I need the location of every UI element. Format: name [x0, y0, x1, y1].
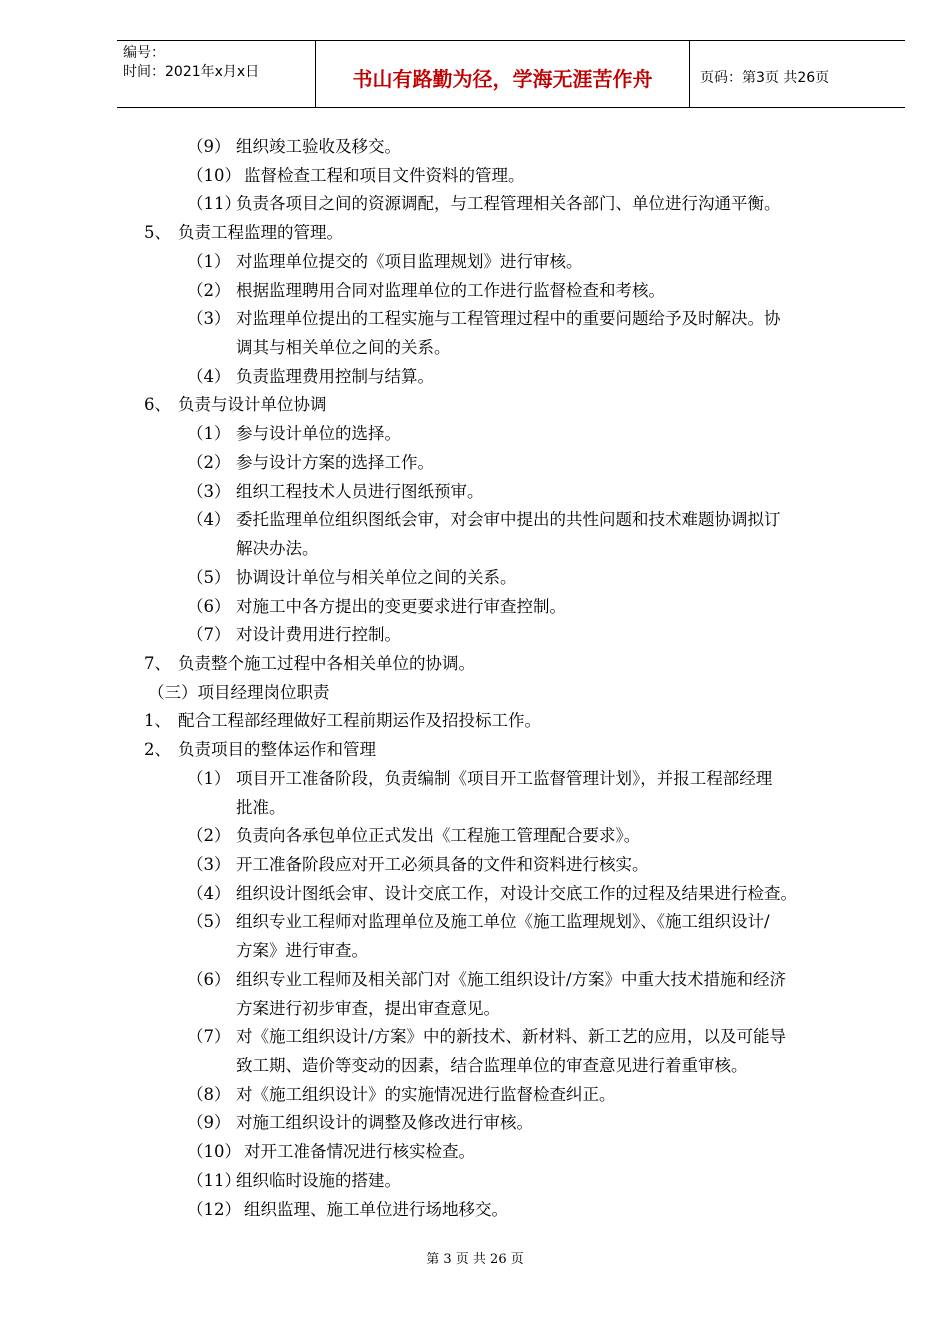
- header-page-number: 页码：第3页 共26页: [700, 70, 830, 86]
- subitem-text: 组织专业工程师对监理单位及施工单位《施工监理规划》、《施工组织设计/: [236, 912, 770, 932]
- item-text: 负责工程监理的管理。: [178, 223, 343, 243]
- text-line: [0, 624, 950, 646]
- subitem-number: （1）: [187, 768, 231, 788]
- subitem-text: 委托监理单位组织图纸会审，对会审中提出的共性问题和技术难题协调拟订: [236, 510, 781, 530]
- text-line: [0, 567, 950, 589]
- subitem-text: 组织专业工程师及相关部门对《施工组织设计/方案》中重大技术措施和经济: [236, 969, 787, 989]
- subitem-number: （5）: [187, 912, 231, 932]
- subitem-number: （9）: [187, 137, 231, 156]
- text-line: [0, 854, 950, 876]
- text-line: [0, 969, 950, 991]
- subitem-text: 项目开工准备阶段，负责编制《项目开工监督管理计划》，并报工程部经理: [236, 768, 773, 788]
- text-line: [0, 136, 950, 158]
- subitem-continuation: 方案进行初步审查，提出审查意见。: [236, 998, 500, 1018]
- subitem-number: （1）: [187, 251, 231, 271]
- subitem-text: 参与设计方案的选择工作。: [236, 452, 434, 472]
- text-line: [144, 653, 475, 675]
- text-line: [148, 682, 330, 704]
- subitem-number: （4）: [187, 366, 231, 386]
- subitem-text: 协调设计单位与相关单位之间的关系。: [236, 567, 517, 587]
- page-header: [117, 40, 905, 108]
- subitem-number: （2）: [187, 280, 231, 300]
- subitem-number: （1）: [187, 424, 231, 444]
- text-line: [0, 423, 950, 445]
- subitem-text: 组织监理、施工单位进行场地移交。: [244, 1199, 508, 1219]
- subitem-number: （3）: [187, 855, 231, 874]
- text-line: [236, 1055, 748, 1077]
- text-line: [0, 1199, 950, 1221]
- subitem-text: 负责各项目之间的资源调配，与工程管理相关各部门、单位进行沟通平衡。: [236, 194, 781, 214]
- subitem-number: （11）: [187, 1170, 241, 1190]
- subitem-number: （6）: [187, 596, 231, 616]
- text-line: [0, 366, 950, 388]
- text-line: [236, 797, 286, 819]
- item-number: 7、: [144, 653, 171, 673]
- subitem-number: （4）: [187, 510, 231, 530]
- subitem-number: （3）: [187, 481, 231, 501]
- text-line: [0, 768, 950, 790]
- text-line: [236, 940, 368, 962]
- text-line: [144, 710, 541, 732]
- subitem-number: （10）: [187, 1142, 241, 1162]
- subitem-text: 对《施工组织设计/方案》中的新技术、新材料、新工艺的应用，以及可能导: [236, 1027, 787, 1047]
- text-line: [144, 222, 343, 244]
- item-number: 6、: [144, 395, 171, 415]
- subitem-text: 根据监理聘用合同对监理单位的工作进行监督检查和考核。: [236, 280, 665, 300]
- text-line: [0, 596, 950, 618]
- subitem-text: 监督检查工程和项目文件资料的管理。: [244, 165, 525, 185]
- subitem-text: 对施工组织设计的调整及修改进行审核。: [236, 1113, 533, 1133]
- text-line: [0, 251, 950, 273]
- subitem-text: 对设计费用进行控制。: [236, 625, 401, 645]
- subitem-text: 对监理单位提交的《项目监理规划》进行审核。: [236, 251, 583, 271]
- text-line: [0, 1141, 950, 1163]
- text-line: [0, 452, 950, 474]
- item-text: 配合工程部经理做好工程前期运作及招投标工作。: [178, 711, 541, 731]
- text-line: [236, 538, 319, 560]
- subitem-number: （9）: [187, 1113, 231, 1133]
- text-line: [144, 739, 376, 761]
- subitem-text: 对开工准备情况进行核实检查。: [244, 1142, 475, 1162]
- text-line: [0, 165, 950, 187]
- text-line: [0, 193, 950, 215]
- subitem-text: 对监理单位提出的工程实施与工程管理过程中的重要问题给予及时解决。协: [236, 309, 781, 329]
- subitem-number: （7）: [187, 625, 231, 645]
- document-number-label: 编号：: [123, 45, 165, 61]
- subitem-text: 组织工程技术人员进行图纸预审。: [236, 481, 484, 501]
- text-line: [236, 998, 500, 1020]
- subitem-continuation: 致工期、造价等变动的因素，结合监理单位的审查意见进行着重审核。: [236, 1056, 748, 1076]
- subitem-text: 组织临时设施的搭建。: [236, 1170, 401, 1190]
- item-text: 负责整个施工过程中各相关单位的协调。: [178, 653, 475, 673]
- subitem-number: （8）: [187, 1084, 231, 1104]
- subitem-number: （4）: [187, 883, 231, 903]
- subitem-text: 组织设计图纸会审、设计交底工作，对设计交底工作的过程及结果进行检查。: [236, 883, 797, 903]
- text-line: [0, 1026, 950, 1048]
- subitem-text: 负责监理费用控制与结算。: [236, 366, 434, 386]
- text-line: [236, 337, 451, 359]
- text-line: [0, 481, 950, 503]
- item-number: 2、: [144, 740, 171, 760]
- text-line: [0, 509, 950, 531]
- item-text: 负责与设计单位协调: [178, 395, 327, 415]
- item-number: 1、: [144, 711, 171, 731]
- subitem-number: （10）: [187, 165, 241, 185]
- text-line: [0, 1112, 950, 1134]
- document-time-label: 时间：2021年x月x日: [123, 64, 260, 80]
- text-line: [0, 1084, 950, 1106]
- section-heading: （三）项目经理岗位职责: [148, 682, 330, 702]
- subitem-text: 对《施工组织设计》的实施情况进行监督检查纠正。: [236, 1084, 616, 1104]
- subitem-number: （2）: [187, 826, 231, 846]
- subitem-continuation: 方案》进行审查。: [236, 941, 368, 961]
- header-meta: [117, 41, 316, 107]
- subitem-number: （3）: [187, 309, 231, 329]
- subitem-text: 对施工中各方提出的变更要求进行审查控制。: [236, 596, 566, 616]
- text-line: [0, 280, 950, 302]
- subitem-number: （5）: [187, 567, 231, 587]
- text-line: [0, 1170, 950, 1192]
- subitem-text: 负责向各承包单位正式发出《工程施工管理配合要求》。: [236, 826, 641, 846]
- page-footer: 第 3 页 共 26 页: [426, 1252, 524, 1267]
- subitem-continuation: 批准。: [236, 797, 286, 817]
- text-line: [0, 911, 950, 933]
- item-text: 负责项目的整体运作和管理: [178, 740, 376, 760]
- subitem-number: （11）: [187, 194, 241, 214]
- text-line: [0, 883, 950, 905]
- subitem-text: 参与设计单位的选择。: [236, 424, 401, 444]
- subitem-continuation: 解决办法。: [236, 539, 319, 559]
- header-motto: 书山有路勤为径，学海无涯苦作舟: [316, 41, 690, 107]
- subitem-number: （6）: [187, 969, 231, 989]
- text-line: [0, 825, 950, 847]
- subitem-continuation: 调其与相关单位之间的关系。: [236, 338, 451, 358]
- text-line: [144, 394, 327, 416]
- text-line: [0, 308, 950, 330]
- subitem-number: （12）: [187, 1199, 241, 1219]
- item-number: 5、: [144, 223, 171, 243]
- subitem-text: 开工准备阶段应对开工必须具备的文件和资料进行核实。: [236, 855, 649, 874]
- subitem-number: （7）: [187, 1027, 231, 1047]
- subitem-text: 组织竣工验收及移交。: [236, 137, 401, 156]
- subitem-number: （2）: [187, 452, 231, 472]
